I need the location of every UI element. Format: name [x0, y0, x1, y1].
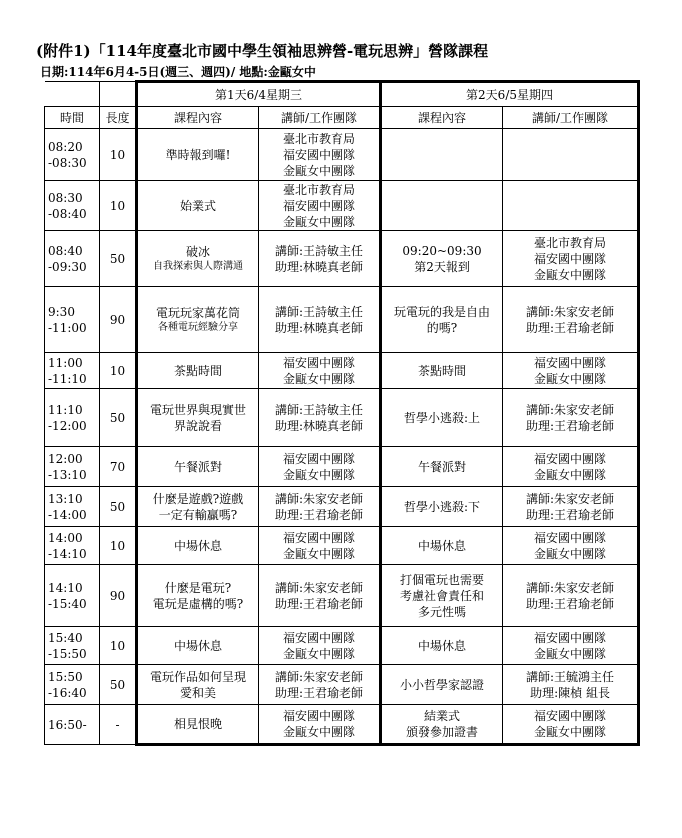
cell-line: 午餐派對: [173, 459, 222, 474]
cell-line: 午餐派對: [418, 459, 467, 474]
cell-line: 福安國中團隊: [534, 451, 607, 466]
col-day2-course: 課程內容: [381, 107, 503, 129]
cell-line: 金甌女中團隊: [283, 214, 356, 229]
length-cell: [100, 705, 137, 745]
cell-line: 福安國中團隊: [283, 198, 356, 213]
cell-line: -12:00: [48, 418, 87, 433]
cell-line: -08:40: [48, 206, 87, 221]
col-day1-instructor: 講師/工作團隊: [259, 107, 381, 129]
day2-instructor-cell: [503, 527, 639, 565]
day2-course-cell: [381, 665, 503, 705]
cell-line: -: [115, 717, 120, 732]
cell-line: 金甌女中團隊: [283, 371, 356, 386]
cell-line: 70: [109, 459, 126, 474]
col-time: 時間: [45, 107, 100, 129]
cell-line: -13:10: [48, 467, 87, 482]
time-cell: [45, 627, 100, 665]
length-cell: [100, 231, 137, 287]
day1-course-cell: [137, 353, 259, 389]
time-cell: [45, 487, 100, 527]
day1-course-cell: [137, 705, 259, 745]
day1-instructor-cell: [259, 565, 381, 627]
day2-course-cell: [381, 565, 503, 627]
cell-line: 12:00: [48, 451, 83, 466]
cell-line: -16:40: [48, 685, 87, 700]
day1-instructor-cell: [259, 389, 381, 447]
cell-line: 福安國中團隊: [534, 251, 607, 266]
length-cell: [100, 665, 137, 705]
cell-line: 中場休息: [173, 638, 222, 653]
time-cell: [45, 389, 100, 447]
day1-instructor-cell: [259, 527, 381, 565]
length-cell: [100, 181, 137, 231]
day2-instructor-cell: [503, 181, 639, 231]
cell-line: 界說說看: [173, 418, 222, 433]
schedule-row: [45, 231, 639, 287]
day2-instructor-cell: [503, 705, 639, 745]
cell-line: 哲學小逃殺:上: [403, 410, 481, 425]
day1-course-cell: [137, 287, 259, 353]
cell-line: 福安國中團隊: [534, 709, 607, 723]
cell-line: 14:00: [48, 530, 83, 545]
cell-line: 講師:朱家安老師: [274, 491, 364, 506]
cell-line: 講師:朱家安老師: [274, 580, 364, 595]
day1-course-cell: [137, 231, 259, 287]
schedule-row: [45, 287, 639, 353]
time-cell: [45, 181, 100, 231]
day1-instructor-cell: [259, 231, 381, 287]
cell-line: 金甌女中團隊: [283, 163, 356, 178]
cell-line: 11:10: [48, 402, 83, 417]
cell-line: 一定有輸贏嗎?: [158, 507, 238, 522]
date-location: 日期:114年6月4-5日(週三、週四)/ 地點:金甌女中: [40, 65, 316, 79]
cell-line: 電玩作品如何呈現: [149, 669, 246, 684]
time-cell: [45, 231, 100, 287]
day2-course-cell: [381, 287, 503, 353]
schedule-row: [45, 665, 639, 705]
cell-line: 哲學小逃殺:下: [403, 499, 481, 514]
cell-line: 茶點時間: [173, 363, 222, 378]
cell-line: 金甌女中團隊: [534, 546, 607, 561]
cell-line: 愛和美: [179, 685, 216, 700]
cell-line: 助理:林曉真老師: [274, 320, 364, 335]
day2-course-cell: [381, 129, 503, 181]
time-cell: [45, 527, 100, 565]
day2-instructor-cell: [503, 287, 639, 353]
cell-line: 自我探索與人際溝通: [153, 260, 243, 272]
cell-line: 相見恨晚: [173, 717, 222, 731]
cell-line: -15:40: [48, 596, 87, 611]
time-cell: [45, 447, 100, 487]
day2-instructor-cell: [503, 231, 639, 287]
cell-line: 講師:王詩敏主任: [274, 304, 364, 319]
cell-line: 始業式: [179, 198, 216, 213]
day2-header: 第2天6/5星期四: [381, 82, 639, 107]
cell-line: 結業式: [424, 709, 461, 723]
cell-line: 助理:王君瑜老師: [526, 596, 615, 611]
cell-line: 金甌女中團隊: [534, 725, 607, 739]
cell-line: 講師:朱家安老師: [526, 580, 615, 595]
day2-instructor-cell: [503, 487, 639, 527]
day1-course-cell: [137, 627, 259, 665]
day2-course-cell: [381, 353, 503, 389]
column-header-row: [45, 107, 639, 129]
length-cell: [100, 447, 137, 487]
day1-instructor-cell: [259, 627, 381, 665]
schedule-row: [45, 181, 639, 231]
schedule-row: [45, 487, 639, 527]
cell-line: 助理:王君瑜老師: [526, 507, 615, 522]
cell-line: 打個電玩也需要: [400, 572, 485, 587]
cell-line: 金甌女中團隊: [283, 646, 356, 661]
day2-instructor-cell: [503, 447, 639, 487]
cell-line: 電玩玩家萬花筒: [155, 305, 240, 320]
day2-course-cell: [381, 627, 503, 665]
cell-line: 助理:王君瑜老師: [274, 685, 364, 700]
cell-line: 11:00: [48, 355, 83, 370]
length-cell: [100, 287, 137, 353]
length-cell: [100, 565, 137, 627]
day1-course-cell: [137, 389, 259, 447]
cell-line: 講師:朱家安老師: [274, 669, 364, 684]
day1-course-cell: [137, 129, 259, 181]
day2-course-cell: [381, 705, 503, 745]
corner-cell: [100, 82, 137, 107]
cell-line: 50: [109, 677, 126, 692]
schedule-row: [45, 527, 639, 565]
col-day1-course: 課程內容: [137, 107, 259, 129]
time-cell: [45, 705, 100, 745]
length-cell: [100, 389, 137, 447]
cell-line: 準時報到囉!: [165, 147, 231, 162]
cell-line: 10: [109, 198, 126, 213]
cell-line: 金甌女中團隊: [534, 646, 607, 661]
schedule-row: [45, 353, 639, 389]
cell-line: 玩電玩的我是自由: [394, 304, 491, 319]
cell-line: 福安國中團隊: [534, 530, 607, 545]
cell-line: 90: [109, 588, 126, 603]
day2-course-cell: [381, 231, 503, 287]
cell-line: 什麼是遊戲?遊戲: [152, 491, 244, 506]
cell-line: 助理:林曉真老師: [274, 259, 364, 274]
cell-line: 50: [109, 251, 126, 266]
cell-line: 臺北市教育局: [283, 131, 356, 146]
cell-line: 講師:王詩敏主任: [274, 402, 364, 417]
cell-line: 15:50: [48, 669, 83, 684]
cell-line: 金甌女中團隊: [283, 725, 356, 739]
cell-line: 講師:朱家安老師: [526, 402, 615, 417]
day1-instructor-cell: [259, 353, 381, 389]
cell-line: 茶點時間: [418, 363, 467, 378]
length-cell: [100, 527, 137, 565]
day1-instructor-cell: [259, 447, 381, 487]
schedule-row: [45, 389, 639, 447]
cell-line: 臺北市教育局: [283, 182, 356, 197]
cell-line: -14:00: [48, 507, 87, 522]
day1-course-cell: [137, 565, 259, 627]
cell-line: 金甌女中團隊: [283, 467, 356, 482]
cell-line: 90: [109, 312, 126, 327]
cell-line: 福安國中團隊: [283, 451, 356, 466]
day-header-row: [45, 82, 639, 107]
schedule-row: [45, 129, 639, 181]
cell-line: 講師:王詩敏主任: [274, 243, 364, 258]
cell-line: 講師:朱家安老師: [526, 491, 615, 506]
cell-line: -14:10: [48, 546, 87, 561]
day2-instructor-cell: [503, 565, 639, 627]
time-cell: [45, 565, 100, 627]
day2-course-cell: [381, 487, 503, 527]
cell-line: 講師:王毓鴻主任: [526, 669, 615, 684]
cell-line: -11:10: [48, 371, 87, 386]
day1-instructor-cell: [259, 487, 381, 527]
cell-line: 助理:王君瑜老師: [526, 418, 615, 433]
day2-instructor-cell: [503, 353, 639, 389]
cell-line: 考慮社會責任和: [400, 588, 485, 603]
cell-line: -11:00: [48, 320, 87, 335]
time-cell: [45, 353, 100, 389]
time-cell: [45, 287, 100, 353]
cell-line: 10: [109, 363, 126, 378]
cell-line: 助理:王君瑜老師: [274, 596, 364, 611]
length-cell: [100, 487, 137, 527]
cell-line: 08:40: [48, 243, 83, 258]
cell-line: 助理:王君瑜老師: [526, 320, 615, 335]
schedule-row: [45, 627, 639, 665]
cell-line: 頒發參加證書: [406, 725, 479, 739]
cell-line: 08:30: [48, 190, 83, 205]
length-cell: [100, 129, 137, 181]
cell-line: 50: [109, 410, 126, 425]
cell-line: 福安國中團隊: [283, 355, 356, 370]
cell-line: 福安國中團隊: [283, 147, 356, 162]
cell-line: 福安國中團隊: [534, 630, 607, 645]
cell-line: 09:20~09:30: [402, 243, 482, 258]
cell-line: 15:40: [48, 630, 83, 645]
col-length: 長度: [100, 107, 137, 129]
schedule-row: [45, 565, 639, 627]
schedule-row: [45, 705, 639, 745]
cell-line: 中場休息: [418, 538, 467, 553]
day2-instructor-cell: [503, 129, 639, 181]
cell-line: 小小哲學家認證: [400, 677, 485, 692]
day1-course-cell: [137, 181, 259, 231]
cell-line: 破冰: [185, 244, 210, 259]
cell-line: 第2天報到: [414, 259, 470, 274]
cell-line: 金甌女中團隊: [534, 371, 607, 386]
day1-course-cell: [137, 447, 259, 487]
cell-line: 講師:朱家安老師: [526, 304, 615, 319]
length-cell: [100, 353, 137, 389]
cell-line: 的嗎?: [426, 320, 458, 335]
schedule-table: [44, 80, 640, 746]
day1-course-cell: [137, 665, 259, 705]
cell-line: 電玩世界與現實世: [149, 402, 246, 417]
page-title: (附件1)「114年度臺北市國中學生領袖思辨營-電玩思辨」營隊課程: [36, 42, 489, 60]
cell-line: 多元性嗎: [418, 604, 467, 619]
cell-line: 金甌女中團隊: [283, 546, 356, 561]
time-cell: [45, 129, 100, 181]
day1-course-cell: [137, 487, 259, 527]
cell-line: 10: [109, 638, 126, 653]
cell-line: 金甌女中團隊: [534, 467, 607, 482]
schedule-row: [45, 447, 639, 487]
day1-instructor-cell: [259, 705, 381, 745]
cell-line: 16:50-: [48, 717, 87, 732]
cell-line: 臺北市教育局: [534, 235, 607, 250]
cell-line: 福安國中團隊: [283, 630, 356, 645]
cell-line: 福安國中團隊: [534, 355, 607, 370]
day1-header: 第1天6/4星期三: [137, 82, 381, 107]
cell-line: 10: [109, 147, 126, 162]
day2-course-cell: [381, 527, 503, 565]
cell-line: -09:30: [48, 259, 87, 274]
col-day2-instructor: 講師/工作團隊: [503, 107, 639, 129]
cell-line: 10: [109, 538, 126, 553]
cell-line: 金甌女中團隊: [534, 267, 607, 282]
cell-line: 福安國中團隊: [283, 530, 356, 545]
day2-course-cell: [381, 389, 503, 447]
cell-line: -08:30: [48, 155, 87, 170]
day1-instructor-cell: [259, 287, 381, 353]
day2-instructor-cell: [503, 389, 639, 447]
cell-line: 14:10: [48, 580, 83, 595]
day1-instructor-cell: [259, 665, 381, 705]
day1-instructor-cell: [259, 129, 381, 181]
time-cell: [45, 665, 100, 705]
day1-course-cell: [137, 527, 259, 565]
day2-course-cell: [381, 447, 503, 487]
day2-instructor-cell: [503, 627, 639, 665]
cell-line: 福安國中團隊: [283, 709, 356, 723]
cell-line: 助理:林曉真老師: [274, 418, 364, 433]
cell-line: 08:20: [48, 139, 83, 154]
cell-line: 助理:王君瑜老師: [274, 507, 364, 522]
cell-line: 13:10: [48, 491, 83, 506]
cell-line: 9:30: [48, 304, 75, 319]
length-cell: [100, 627, 137, 665]
day2-instructor-cell: [503, 665, 639, 705]
cell-line: 助理:陳楨 組長: [530, 685, 610, 700]
cell-line: 中場休息: [418, 638, 467, 653]
day1-instructor-cell: [259, 181, 381, 231]
day2-course-cell: [381, 181, 503, 231]
corner-cell: [45, 82, 100, 107]
cell-line: 各種電玩經驗分享: [158, 321, 238, 333]
cell-line: 什麼是電玩?: [164, 580, 232, 595]
cell-line: 電玩是虛構的嗎?: [152, 596, 244, 611]
cell-line: -15:50: [48, 646, 87, 661]
cell-line: 50: [109, 499, 126, 514]
cell-line: 中場休息: [173, 538, 222, 553]
